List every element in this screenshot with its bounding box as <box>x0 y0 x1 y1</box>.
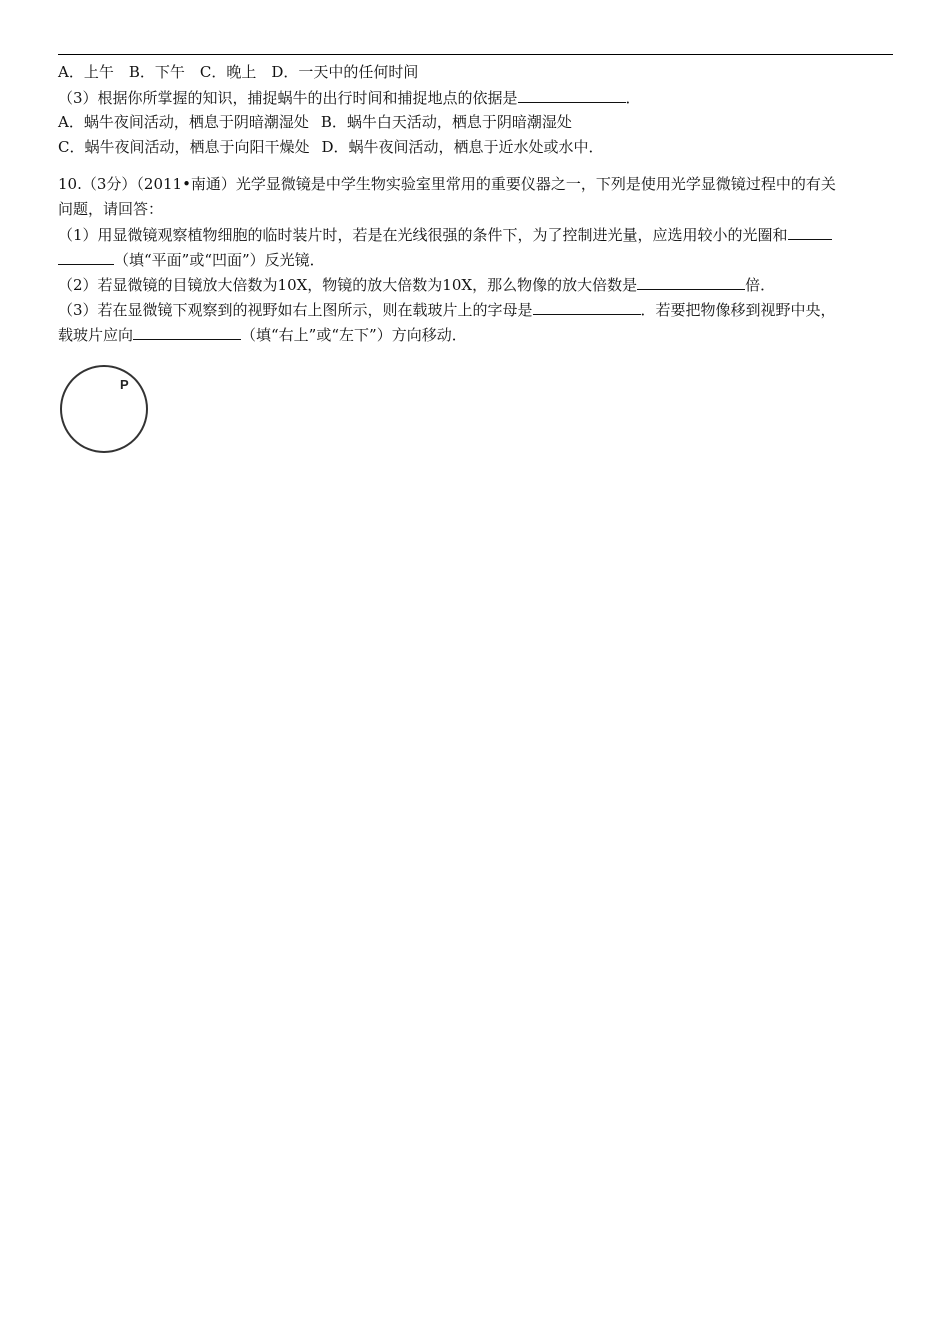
q10-sub1-cont-text: （填“平面”或“凹面”）反光镜． <box>114 251 325 269</box>
header-rule <box>58 54 893 55</box>
q9-sub3-end: ． <box>625 89 641 107</box>
q10-sub1-cont-line <box>58 247 893 272</box>
q10-sub2-blank[interactable] <box>637 272 745 290</box>
q9-sub3-text: （3）根据你所掌握的知识，捕捉蜗牛的出行时间和捕捉地点的依据是 <box>58 89 518 107</box>
q9-sub3-line <box>58 85 893 110</box>
q10-sub1-line <box>58 222 893 247</box>
q10-sub2-text: （2）若显微镜的目镜放大倍数为10X，物镜的放大倍数为10X，那么物像的放大倍数是 <box>58 276 638 294</box>
q10-stem-line1 <box>58 172 893 197</box>
field-letter: P <box>120 377 129 392</box>
q9-options-text: A．上午 B．下午 C．晚上 D．一天中的任何时间 <box>58 63 419 81</box>
question-content <box>58 60 893 347</box>
q10-sub1-blank-part1[interactable] <box>788 222 832 240</box>
q10-sub3-line2-end: （填“右上”或“左下”）方向移动． <box>241 326 467 344</box>
field-of-view-circle <box>58 364 150 454</box>
q10-sub3-line <box>58 297 893 322</box>
q9-option-c: C．蜗牛夜间活动，栖息于向阳干燥处 <box>58 138 310 156</box>
q10-sub3-blank2[interactable] <box>133 322 241 340</box>
q10-stem-text: 10.（3分）（2011•南通）光学显微镜是中学生物实验室里常用的重要仪器之一，下列是使用光学显微镜过程中的有关 <box>58 175 836 193</box>
q10-sub3-line2-start: 载玻片应向 <box>58 326 134 344</box>
q10-sub3-blank1[interactable] <box>533 297 641 315</box>
microscope-field-figure <box>58 364 150 454</box>
q10-stem-line2 <box>58 197 893 222</box>
q9-option-d: D．蜗牛夜间活动，栖息于近水处或水中． <box>321 138 604 156</box>
q10-stem-text-cont: 问题，请回答： <box>58 200 164 218</box>
q10-sub2-line <box>58 272 893 297</box>
q10-sub3-text: （3）若在显微镜下观察到的视野如右上图所示，则在载玻片上的字母是 <box>58 301 533 319</box>
q9-option-a: A．蜗牛夜间活动，栖息于阴暗潮湿处 <box>58 113 309 131</box>
q9-option-b: B．蜗牛白天活动，栖息于阴暗潮湿处 <box>320 113 572 131</box>
q9-options-line <box>58 60 893 85</box>
q10-sub2-end: 倍． <box>745 276 776 294</box>
q9-sub3-blank[interactable] <box>518 85 626 103</box>
q10-sub1-blank-part2[interactable] <box>58 247 114 265</box>
q10-sub1-text: （1）用显微镜观察植物细胞的临时装片时，若是在光线很强的条件下，为了控制进光量，应选用较小的光圈和 <box>58 226 788 244</box>
q9-options-cd-line <box>58 135 893 160</box>
q9-options-ab-line <box>58 110 893 135</box>
q10-sub3-mid: ．若要把物像移到视野中央， <box>640 301 836 319</box>
q10-sub3-line2 <box>58 322 893 347</box>
